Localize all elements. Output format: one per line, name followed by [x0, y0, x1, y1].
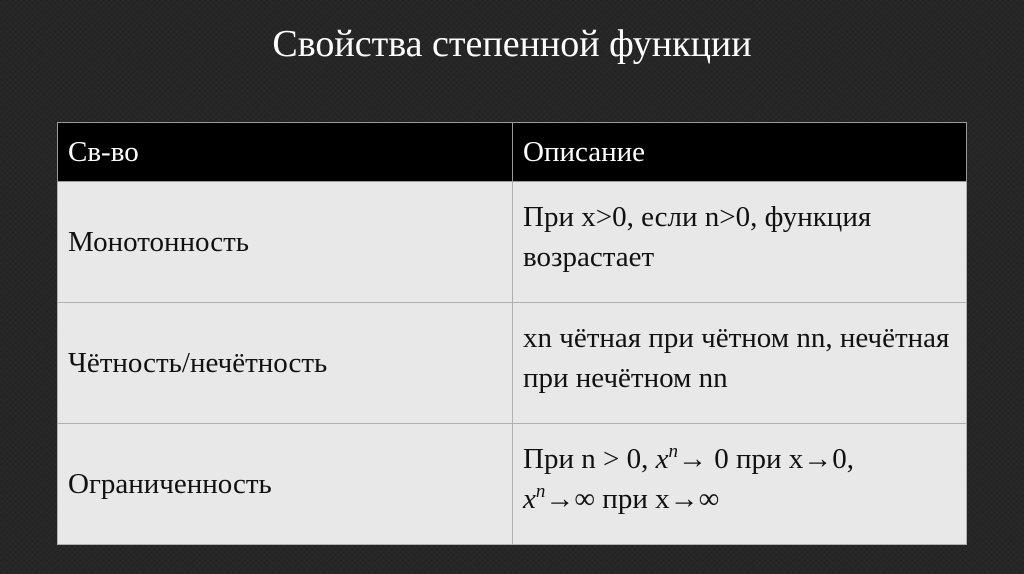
description-cell: [513, 424, 967, 545]
header-description: Описание: [513, 123, 967, 182]
slide-title: Свойства степенной функции: [272, 23, 752, 65]
property-cell: Чётность/нечётность: [58, 303, 513, 424]
properties-table: [57, 122, 967, 545]
table-row: [58, 303, 967, 424]
math-variable: x: [523, 483, 536, 515]
property-cell: Ограниченность: [58, 424, 513, 545]
desc-text: → 0 при x→0,: [677, 443, 854, 475]
description-cell: xn чётная при чётном nn, нечётная при нечётном nn: [513, 303, 967, 424]
property-cell: Монотонность: [58, 182, 513, 303]
math-variable: x: [655, 443, 669, 475]
desc-text: При n > 0,: [523, 443, 656, 475]
math-exponent: n: [668, 441, 678, 462]
description-cell: При x>0, если n>0, функция возрастает: [513, 182, 967, 303]
desc-text: →∞ при x→∞: [545, 483, 720, 515]
header-property: Св-во: [58, 123, 513, 182]
table-row: [58, 182, 967, 303]
table-row: [58, 424, 967, 545]
table-header-row: [58, 123, 967, 182]
math-exponent: n: [535, 481, 546, 502]
